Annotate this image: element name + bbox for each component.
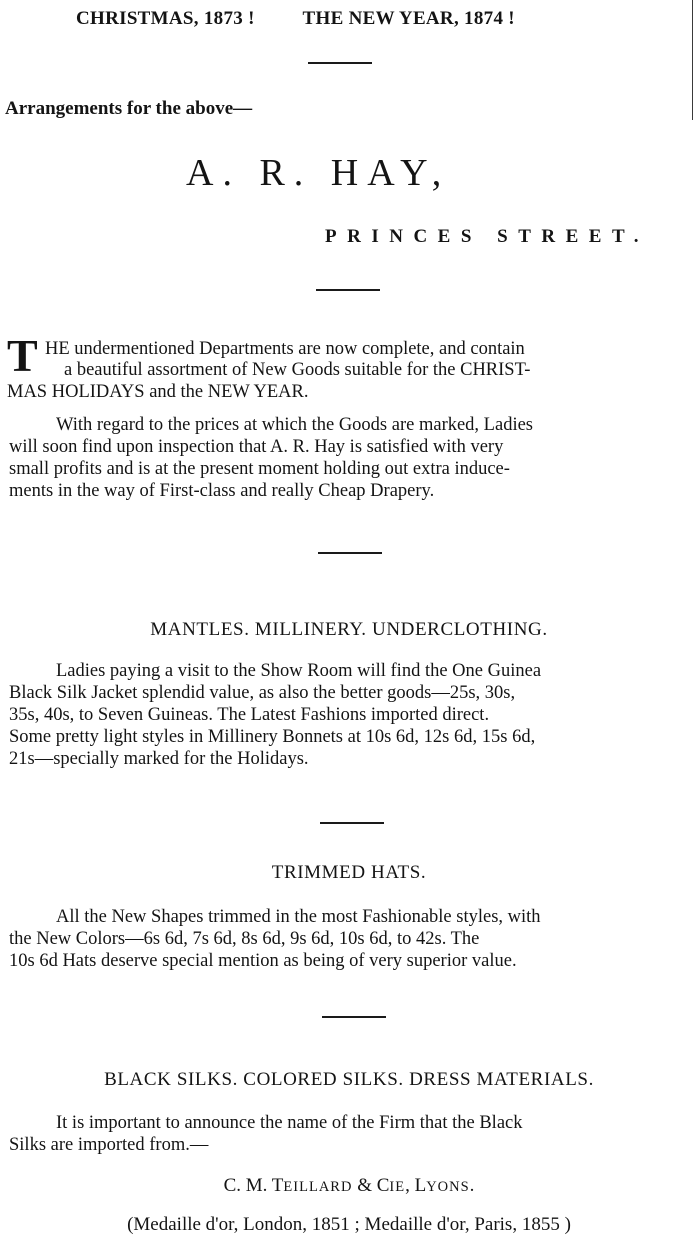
drop-capital: T [7,330,38,381]
arrangements-line: Arrangements for the above— [5,98,253,119]
paragraph-line: All the New Shapes trimmed in the most Fashionable styles, with [56,907,541,927]
firm-name: A. R. HAY, [186,152,451,194]
paragraph-line: With regard to the prices at which the Goods are marked, Ladies [56,415,533,435]
hats-heading: TRIMMED HATS. [271,862,427,883]
paragraph-line: HE undermentioned Departments are now complete, and contain [45,339,525,359]
divider-rule [318,552,382,554]
christmas-date: CHRISTMAS, 1873 ! [76,8,255,29]
paragraph-line: Some pretty light styles in Millinery Bonnets at 10s 6d, 12s 6d, 15s 6d, [9,727,536,747]
header-dates [76,8,515,30]
mantles-heading: MANTLES. MILLINERY. UNDERCLOTHING. [150,619,548,640]
supplier-name-part: , L [405,1175,427,1196]
divider-rule [322,1016,386,1018]
paragraph-line: ments in the way of First-class and really Cheap Drapery. [9,481,435,501]
supplier-name-part: C. M. T [223,1175,284,1196]
supplier-name-part: & C [352,1175,390,1196]
divider-rule [320,822,384,824]
paragraph-line: the New Colors—6s 6d, 7s 6d, 8s 6d, 9s 6d, 10s 6d, to 42s. The [9,929,480,949]
supplier-name-part: EILLARD [283,1179,353,1195]
divider-rule [308,62,372,64]
prices-paragraph [9,414,689,502]
silks-heading: BLACK SILKS. COLORED SILKS. DRESS MATERIALS. [104,1069,594,1090]
paragraph-line: 10s 6d Hats deserve special mention as being of very superior value. [9,951,517,971]
paragraph-line: 35s, 40s, to Seven Guineas. The Latest Fashions imported direct. [9,705,490,725]
paragraph-line: 21s—specially marked for the Holidays. [9,749,309,769]
supplier-name-part: . [469,1175,475,1196]
paragraph-line: It is important to announce the name of the Firm that the Black [56,1113,523,1133]
paragraph-line: small profits and is at the present moment holding out extra induce- [9,459,510,479]
paragraph-line: a beautiful assortment of New Goods suitable for the CHRIST- [64,360,531,380]
paragraph-line: MAS HOLIDAYS and the NEW YEAR. [7,382,309,402]
paragraph-line: will soon find upon inspection that A. R. Hay is satisfied with very [9,437,504,457]
paragraph-line: Ladies paying a visit to the Show Room will find the One Guinea [56,661,542,681]
new-year-date: THE NEW YEAR, 1874 ! [302,8,515,29]
hats-paragraph [9,906,689,972]
medals-line: (Medaille d'or, London, 1851 ; Medaille d'or, Paris, 1855 ) [127,1214,571,1235]
paragraph-line: Silks are imported from.— [9,1135,209,1155]
supplier-name [0,1175,698,1197]
paragraph-line: Black Silk Jacket splendid value, as also the better goods—25s, 30s, [9,683,516,703]
supplier-name-part: YONS [426,1179,470,1195]
supplier-name-part: IE [389,1179,406,1195]
mantles-paragraph [9,660,689,770]
silks-paragraph [9,1112,689,1156]
column-edge-rule [692,0,693,120]
divider-rule [316,289,380,291]
street-name: PRINCES STREET. [325,226,649,247]
